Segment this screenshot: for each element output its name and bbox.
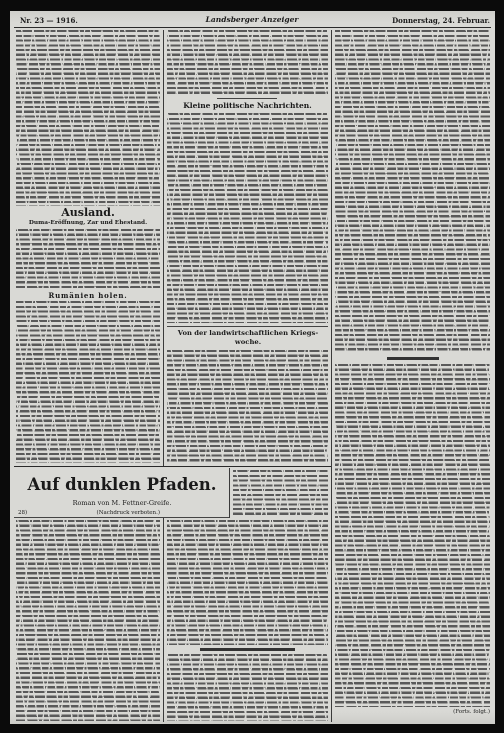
continued-notice: (Forts. folgt.) xyxy=(453,709,490,715)
column-rule-1-upper xyxy=(163,30,164,466)
section-heading-kriegswoche: Von der landwirtschaftlichen Kriegswoche. xyxy=(177,329,319,346)
body-text-block xyxy=(335,30,490,353)
body-text-block xyxy=(167,350,328,463)
section-heading-rumaenien: Rumänien holen. xyxy=(48,291,128,300)
body-text-block xyxy=(16,301,160,463)
issue-date: Donnerstag, 24. Februar. xyxy=(392,16,490,25)
section-heading-ausland: Ausland. xyxy=(61,206,115,219)
serial-title-rule xyxy=(229,468,230,518)
column-rule-1-lower xyxy=(163,518,164,722)
masthead-rule xyxy=(14,27,491,28)
section-subheading-duma: Duma-Eröffnung, Zar und Ehestand. xyxy=(28,220,148,226)
body-text-block xyxy=(167,113,328,323)
serial-byline: Roman von M. Fettner-Greife. xyxy=(72,499,172,507)
serial-title: Auf dunklen Pfaden. xyxy=(27,475,217,494)
body-text-block xyxy=(335,364,490,707)
serial-text-block xyxy=(16,520,160,721)
illegible-section-heading xyxy=(387,357,439,360)
section-rule xyxy=(217,98,277,99)
section-rule xyxy=(167,326,328,327)
newspaper-title: Landsberger Anzeiger xyxy=(205,15,299,24)
body-text-block xyxy=(16,229,160,289)
body-text-block xyxy=(16,30,160,206)
serial-text-block xyxy=(233,470,328,516)
column-rule-2 xyxy=(331,30,332,722)
body-text-block xyxy=(167,30,328,96)
section-heading-kleine-nachrichten: Kleine politische Nachrichten. xyxy=(183,101,312,110)
serial-text-block xyxy=(167,520,328,645)
reprint-notice: (Nachdruck verboten.) xyxy=(96,510,160,516)
serial-title-bottom-rule xyxy=(14,517,229,518)
serial-divider-rule xyxy=(14,466,331,467)
serial-installment-number: 28) xyxy=(18,510,28,516)
issue-number: Nr. 23 — 1916. xyxy=(20,16,78,25)
illegible-subheading xyxy=(200,648,295,651)
serial-text-block xyxy=(167,654,328,721)
